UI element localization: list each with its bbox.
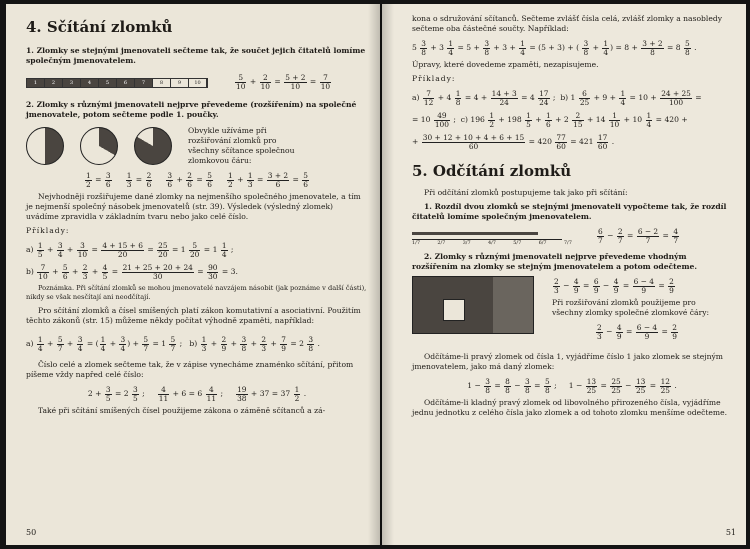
subtraction-rule-2: 2. Zlomky s různými jmenovateli nejprve převedeme vhodným rozšířením na zlomky se stejným jmenovatelem a potom odečteme. (412, 252, 698, 271)
left-page (6, 4, 380, 545)
note-paragraph: Poznámka. Při sčítání zlomků se mohou jmenovatelé navzájem násobit (jak poznáme v další části), nikdy se však nesčítají ani neodčítají. (26, 284, 367, 301)
strip-cell: 5 (99, 79, 117, 87)
page-number-left: 50 (26, 528, 37, 537)
third-circle-diagram (80, 127, 118, 165)
one-minus-paragraph: Odčítáme-li pravý zlomek od čísla 1, vyjádříme číslo 1 jako zlomek se stejným jmenovatelem, jako má daný zlomek: (412, 352, 723, 371)
strip-cell: 7 (135, 79, 153, 87)
lcm-paragraph: Nejvhodněji rozšiřujeme dané zlomky na nejmenšího společného jmenovatele, a tím je nejmenší společný násobek jmenovatelů (str. 39). Výsledek (výsledný zlomek) uvádíme zpravidla v základním tvaru nebo jako celé číslo. (26, 192, 361, 221)
ruler-tick: 6/7 (538, 239, 547, 246)
examples-label-right: Příklady: (412, 74, 456, 83)
right-page (382, 4, 746, 545)
rule1-equation: $\frac{5}{10}$ + $\frac{2}{10}$ = $\frac{5 + 2}{10}$ = $\frac{7}{10}$ (236, 72, 331, 91)
example-a: a) $\frac{1}{5}$ + $\frac{3}{4}$ + $\frac{3}{10}$ = $\frac{4 + 15 + 6}{20}$ = $\frac{25}{20}$ = 1 $\frac{5}{20}$ = 1 $\frac{1}{4}$ ; (26, 240, 234, 259)
common-line-equation: $\frac{2}{3}$ − $\frac{4}{9}$ = $\frac{6 - 4}{9}$ = $\frac{2}{9}$ (596, 322, 677, 341)
last-line-left: Také při sčítání smíšených čísel použijeme zákona o záměně sčítanců a zá- (38, 406, 326, 415)
ruler-tick: 4/7 (487, 239, 496, 246)
laws-equation: a) $\frac{1}{4}$ + $\frac{5}{7}$ + $\frac{3}{4}$ = ( $\frac{1}{4}$ + $\frac{3}{4}$ ) + $\frac{5}{7}$ = 1 $\frac{5}{7}$ ; b) $\frac{1}{3}$ + $\frac{2}{9}$ + $\frac{3}{8}$ + $\frac{2}{3}$ + $\frac{7}{9}$ = 2 $\frac{3}{8}$ . (26, 334, 320, 353)
strip-cell: 1 (27, 79, 45, 87)
mixed-paragraph: Číslo celé a zlomek sečteme tak, že v zápise vynecháme znaménko sčítání, přitom píšeme vždy napřed celé číslo: (26, 360, 354, 379)
ruler-tick: 3/7 (462, 239, 471, 246)
circle-equations: $\frac{1}{2}$ = $\frac{3}{6}$ $\frac{1}{3}$ = $\frac{2}{6}$ $\frac{3}{6}$ + $\frac{2}{6}$ = $\frac{5}{6}$ $\frac{1}{2}$ + $\frac{1}{3}$ = $\frac{3 + 2}{6}$ = $\frac{5}{6}$ (86, 170, 308, 189)
square-illustration (412, 276, 732, 350)
sevenths-ruler (412, 229, 572, 246)
addition-rule-1: 1. Zlomky se stejnými jmenovateli sečteme tak, že součet jejich čitatelů lomíme společným jmenovatelem. (26, 46, 366, 65)
sub-rule1-equation: $\frac{6}{7}$ − $\frac{2}{7}$ = $\frac{6 - 2}{7}$ = $\frac{4}{7}$ (598, 226, 679, 245)
strip-cell: 6 (117, 79, 135, 87)
rule1-illustration (26, 72, 368, 94)
strip-cell: 9 (171, 79, 189, 87)
book-gutter (368, 4, 394, 545)
sub-rule2-equation: $\frac{2}{3}$ − $\frac{4}{9}$ = $\frac{6}{9}$ − $\frac{4}{9}$ = $\frac{6 - 4}{9}$ = $\frac{2}{9}$ Při rozšiřování zlomků použijeme pro všechny zlomky společné zlomkové čáry: $\frac{2}{3}$ − $\frac{4}{9}$ = $\frac{6 - 4}{9}$ = $\frac{2}{9}$ (552, 276, 722, 344)
examples-label: Příklady: (26, 226, 70, 235)
section-title-subtraction: 5. Odčítání zlomků (412, 162, 572, 180)
right-example-c: + $\frac{30 + 12 + 10 + 4 + 6 + 15}{60}$ = 420 $\frac{77}{60}$ = 421 $\frac{17}{60}$ . (412, 132, 615, 151)
strip-cell: 3 (63, 79, 81, 87)
laws-paragraph: Pro sčítání zlomků a čísel smíšených platí zákon komutativní a asociativní. Použitím těchto zákonů (str. 15) můžeme někdy počítat výhodně zpaměti, například: (26, 306, 361, 325)
common-line-text-right: Při rozšiřování zlomků použijeme pro všechny zlomky společné zlomkové čáry: (552, 298, 710, 317)
ruler-bar (412, 229, 562, 240)
example-b: b) $\frac{7}{10}$ + $\frac{5}{6}$ + $\frac{2}{3}$ + $\frac{4}{5}$ = $\frac{21 + 25 + 20 + 24}{30}$ = $\frac{90}{30}$ = 3. (26, 262, 238, 281)
mental-note: Úpravy, které dovedeme zpaměti, nezapisujeme. (412, 60, 599, 69)
strip-cell: 8 (153, 79, 171, 87)
ruler-tick: 5/7 (513, 239, 522, 246)
one-minus-equation: 1 − $\frac{3}{8}$ = $\frac{8}{8}$ − $\frac{3}{8}$ = $\frac{5}{8}$ ; 1 − $\frac{13}{25}$ = $\frac{25}{25}$ − $\frac{13}{25}$ = $\frac{12}{25}$ . (467, 376, 677, 395)
page-number-right: 51 (725, 528, 736, 537)
last-paragraph-right: Odčítáme-li kladný pravý zlomek od libovolného přirozeného čísla, vyjádříme jednu jednotku z celého čísla jako zlomek a od tohoto zlomku menšíme odečteme. (412, 398, 727, 417)
subtraction-rule-1: 1. Rozdíl dvou zlomků se stejnými jmenovateli vypočteme tak, že rozdíl čitatelů lomíme společným jmenovatelem. (412, 202, 727, 221)
ruler-tick: 7/7 (563, 239, 572, 246)
continuation-paragraph: kona o sdružování sčítanců. Sečteme zvlášť čísla celá, zvlášť zlomky a nasobledy sečteme oba částečné součty. Například: (412, 14, 722, 33)
ruler-tick: 1/7 (412, 239, 421, 246)
ruler-labels (412, 240, 572, 246)
subtraction-intro: Při odčítání zlomků postupujeme tak jako při sčítání: (424, 188, 628, 197)
five-sixths-circle-diagram (134, 127, 172, 165)
ruler-tick: 2/7 (437, 239, 446, 246)
strip-cell: 10 (189, 79, 207, 87)
strip-cell: 4 (81, 79, 99, 87)
tenths-strip (26, 78, 208, 88)
mixed-equation: 2 + $\frac{3}{5}$ = 2 $\frac{3}{5}$ ; $\frac{4}{11}$ + 6 = 6 $\frac{4}{11}$ ; $\frac{19}{38}$ + 37 = 37 $\frac{1}{2}$ . (87, 384, 307, 403)
ruler-illustration (412, 226, 732, 248)
continuation-equation: 5 $\frac{3}{8}$ + 3 $\frac{1}{4}$ = 5 + $\frac{3}{8}$ + 3 + $\frac{1}{4}$ = (5 + 3) + ( $\frac{3}{8}$ + $\frac{1}{4}$ ) = 8 + $\frac{3 + 2}{8}$ = 8 $\frac{5}{8}$ . (412, 38, 697, 57)
half-circle-diagram (26, 127, 64, 165)
addition-rule-2: 2. Zlomky s různými jmenovateli nejprve převedeme (rozšířením) na společné jmenovatele, potom sečteme podle 1. poučky. (26, 100, 357, 119)
ninths-square-diagram (412, 276, 534, 334)
right-example-b: = 10 $\frac{49}{100}$ ; c) 196 $\frac{1}{2}$ + 198 $\frac{1}{5}$ + $\frac{1}{6}$ + 2 $\frac{2}{15}$ + 14 $\frac{1}{10}$ + 10 $\frac{1}{4}$ = 420 + (412, 110, 688, 129)
circle-illustration (26, 126, 368, 166)
section-title-addition: 4. Sčítání zlomků (26, 18, 173, 36)
common-line-text: Obvykle užíváme při rozšiřování zlomků pro všechny sčítance společnou zlomkovou čáru: (188, 126, 295, 165)
strip-cell: 2 (45, 79, 63, 87)
right-example-a: a) $\frac{7}{12}$ + 4 $\frac{1}{8}$ = 4 + $\frac{14 + 3}{24}$ = 4 $\frac{17}{24}$ ; b) 1 $\frac{6}{25}$ + 9 + $\frac{1}{4}$ = 10 + $\frac{24 + 25}{100}$ = (412, 88, 702, 107)
book-spread (6, 4, 746, 545)
